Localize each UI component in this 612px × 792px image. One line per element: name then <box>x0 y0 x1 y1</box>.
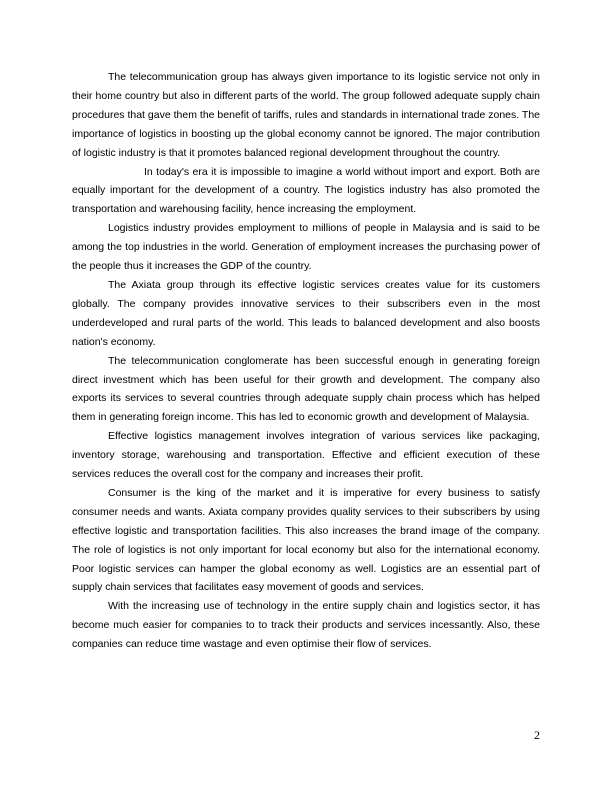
document-body <box>72 68 540 654</box>
paragraph-logistic-service: The telecommunication group has always given importance to its logistic service not only in their home country but also in different parts of the world. The group followed adequate supply chain procedures that gave them the benefit of tariffs, rules and standards in international trade zones. The importance of logistics in boosting up the global economy cannot be ignored. The major contribution of logistic industry is that it promotes balanced regional development throughout the country. <box>72 71 540 159</box>
paragraph-logistics-management: Effective logistics management involves integration of various services like packaging, inventory storage, warehousing and transportation. Effective and efficient execution of these services reduces the overall cost for the company and increases their profit. <box>72 430 540 481</box>
paragraph-foreign-investment: The telecommunication conglomerate has been successful enough in generating foreign direct investment which has been useful for their growth and development. The company also exports its services to several countries through adequate supply chain process which has helped them in generating foreign income. This has led to economic growth and development of Malaysia. <box>72 354 540 424</box>
page-number: 2 <box>534 728 540 742</box>
paragraph-employment: Logistics industry provides employment to millions of people in Malaysia and is said to be among the top industries in the world. Generation of employment increases the purchasing power of the people thus it increases the GDP of the country. <box>72 222 540 273</box>
paragraph-consumer: Consumer is the king of the market and it is imperative for every business to satisfy consumer needs and wants. Axiata company provides quality services to their subscribers by using effective logistic and transportation facilities. This also increases the brand image of the company. The role of logistics is not only important for local economy but also for the international economy. Poor logistic services can hamper the global economy as well. Logistics are an essential part of supply chain services that facilitates easy movement of goods and services. <box>72 486 540 594</box>
paragraph-axiata-value: The Axiata group through its effective logistic services creates value for its customers globally. The company provides innovative services to their subscribers even in the most underdeveloped and rural parts of the world. This leads to balanced development and also boosts nation's economy. <box>72 278 540 348</box>
paragraph-technology: With the increasing use of technology in the entire supply chain and logistics sector, it has become much easier for companies to to track their products and services incessantly. Also, these companies can reduce time wastage and even optimise their flow of services. <box>72 600 540 651</box>
paragraph-import-export: In today's era it is impossible to imagine a world without import and export. Both are equally important for the development of a country. The logistics industry has also promoted the transportation and warehousing facility, hence increasing the employment. <box>72 165 540 216</box>
